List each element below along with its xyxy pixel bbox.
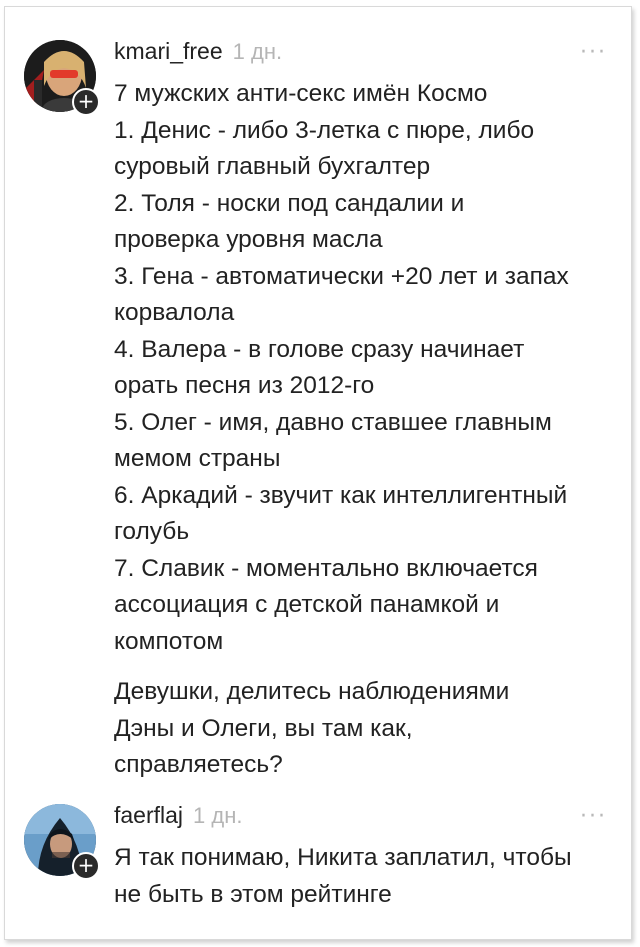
follow-button[interactable]: +	[72, 852, 100, 880]
comment-line: 3. Гена - автоматически +20 лет и запах	[114, 262, 569, 290]
comment-line: Девушки, делитесь наблюдениями	[114, 678, 510, 705]
username[interactable]: kmari_free	[114, 38, 223, 64]
comment-text	[114, 840, 572, 913]
comment-line: 2. Толя - носки под сандалии и	[114, 189, 465, 217]
username[interactable]: faerflaj	[114, 802, 184, 828]
more-options-icon[interactable]: ···	[580, 40, 607, 65]
comment-line: корвалола	[114, 299, 235, 326]
comment-line: 7 мужских анти-секс имён Космо	[114, 80, 488, 107]
avatar-wrap	[24, 804, 96, 876]
comment-line: 1. Денис - либо 3-летка с пюре, либо	[114, 116, 535, 144]
comment-line: орать песня из 2012-го	[114, 372, 375, 399]
comment-line: мемом страны	[114, 445, 281, 472]
comment-line: 4. Валера - в голове сразу начинает	[114, 335, 525, 363]
comment-line: проверка уровня масла	[114, 226, 383, 253]
comment-line: справляетесь?	[114, 751, 283, 778]
follow-button[interactable]: +	[72, 88, 100, 116]
comment-line: 6. Аркадий - звучит как интеллигентный	[114, 481, 568, 509]
comment-line: 7. Славик - моментально включается	[114, 554, 538, 582]
comment-header	[114, 38, 282, 65]
comment-text	[114, 76, 569, 784]
comment-line: Дэны и Олеги, вы там как,	[114, 714, 413, 742]
comment-line: Я так понимаю, Никита заплатил, чтобы	[114, 844, 572, 871]
comment-line: не быть в этом рейтинге	[114, 880, 392, 908]
more-options-icon[interactable]: ···	[580, 804, 607, 829]
avatar-wrap	[24, 40, 96, 112]
paragraph-gap	[114, 660, 569, 674]
comment-header	[114, 802, 243, 829]
timestamp: 1 дн.	[232, 39, 283, 64]
comment-line: компотом	[114, 627, 224, 655]
comment-line: суровый главный бухгалтер	[114, 153, 431, 180]
timestamp: 1 дн.	[193, 803, 243, 828]
comment-line: 5. Олег - имя, давно ставшее главным	[114, 408, 552, 436]
comment-line: голубь	[114, 518, 190, 545]
comment-line: ассоциация с детской панамкой и	[114, 591, 500, 618]
